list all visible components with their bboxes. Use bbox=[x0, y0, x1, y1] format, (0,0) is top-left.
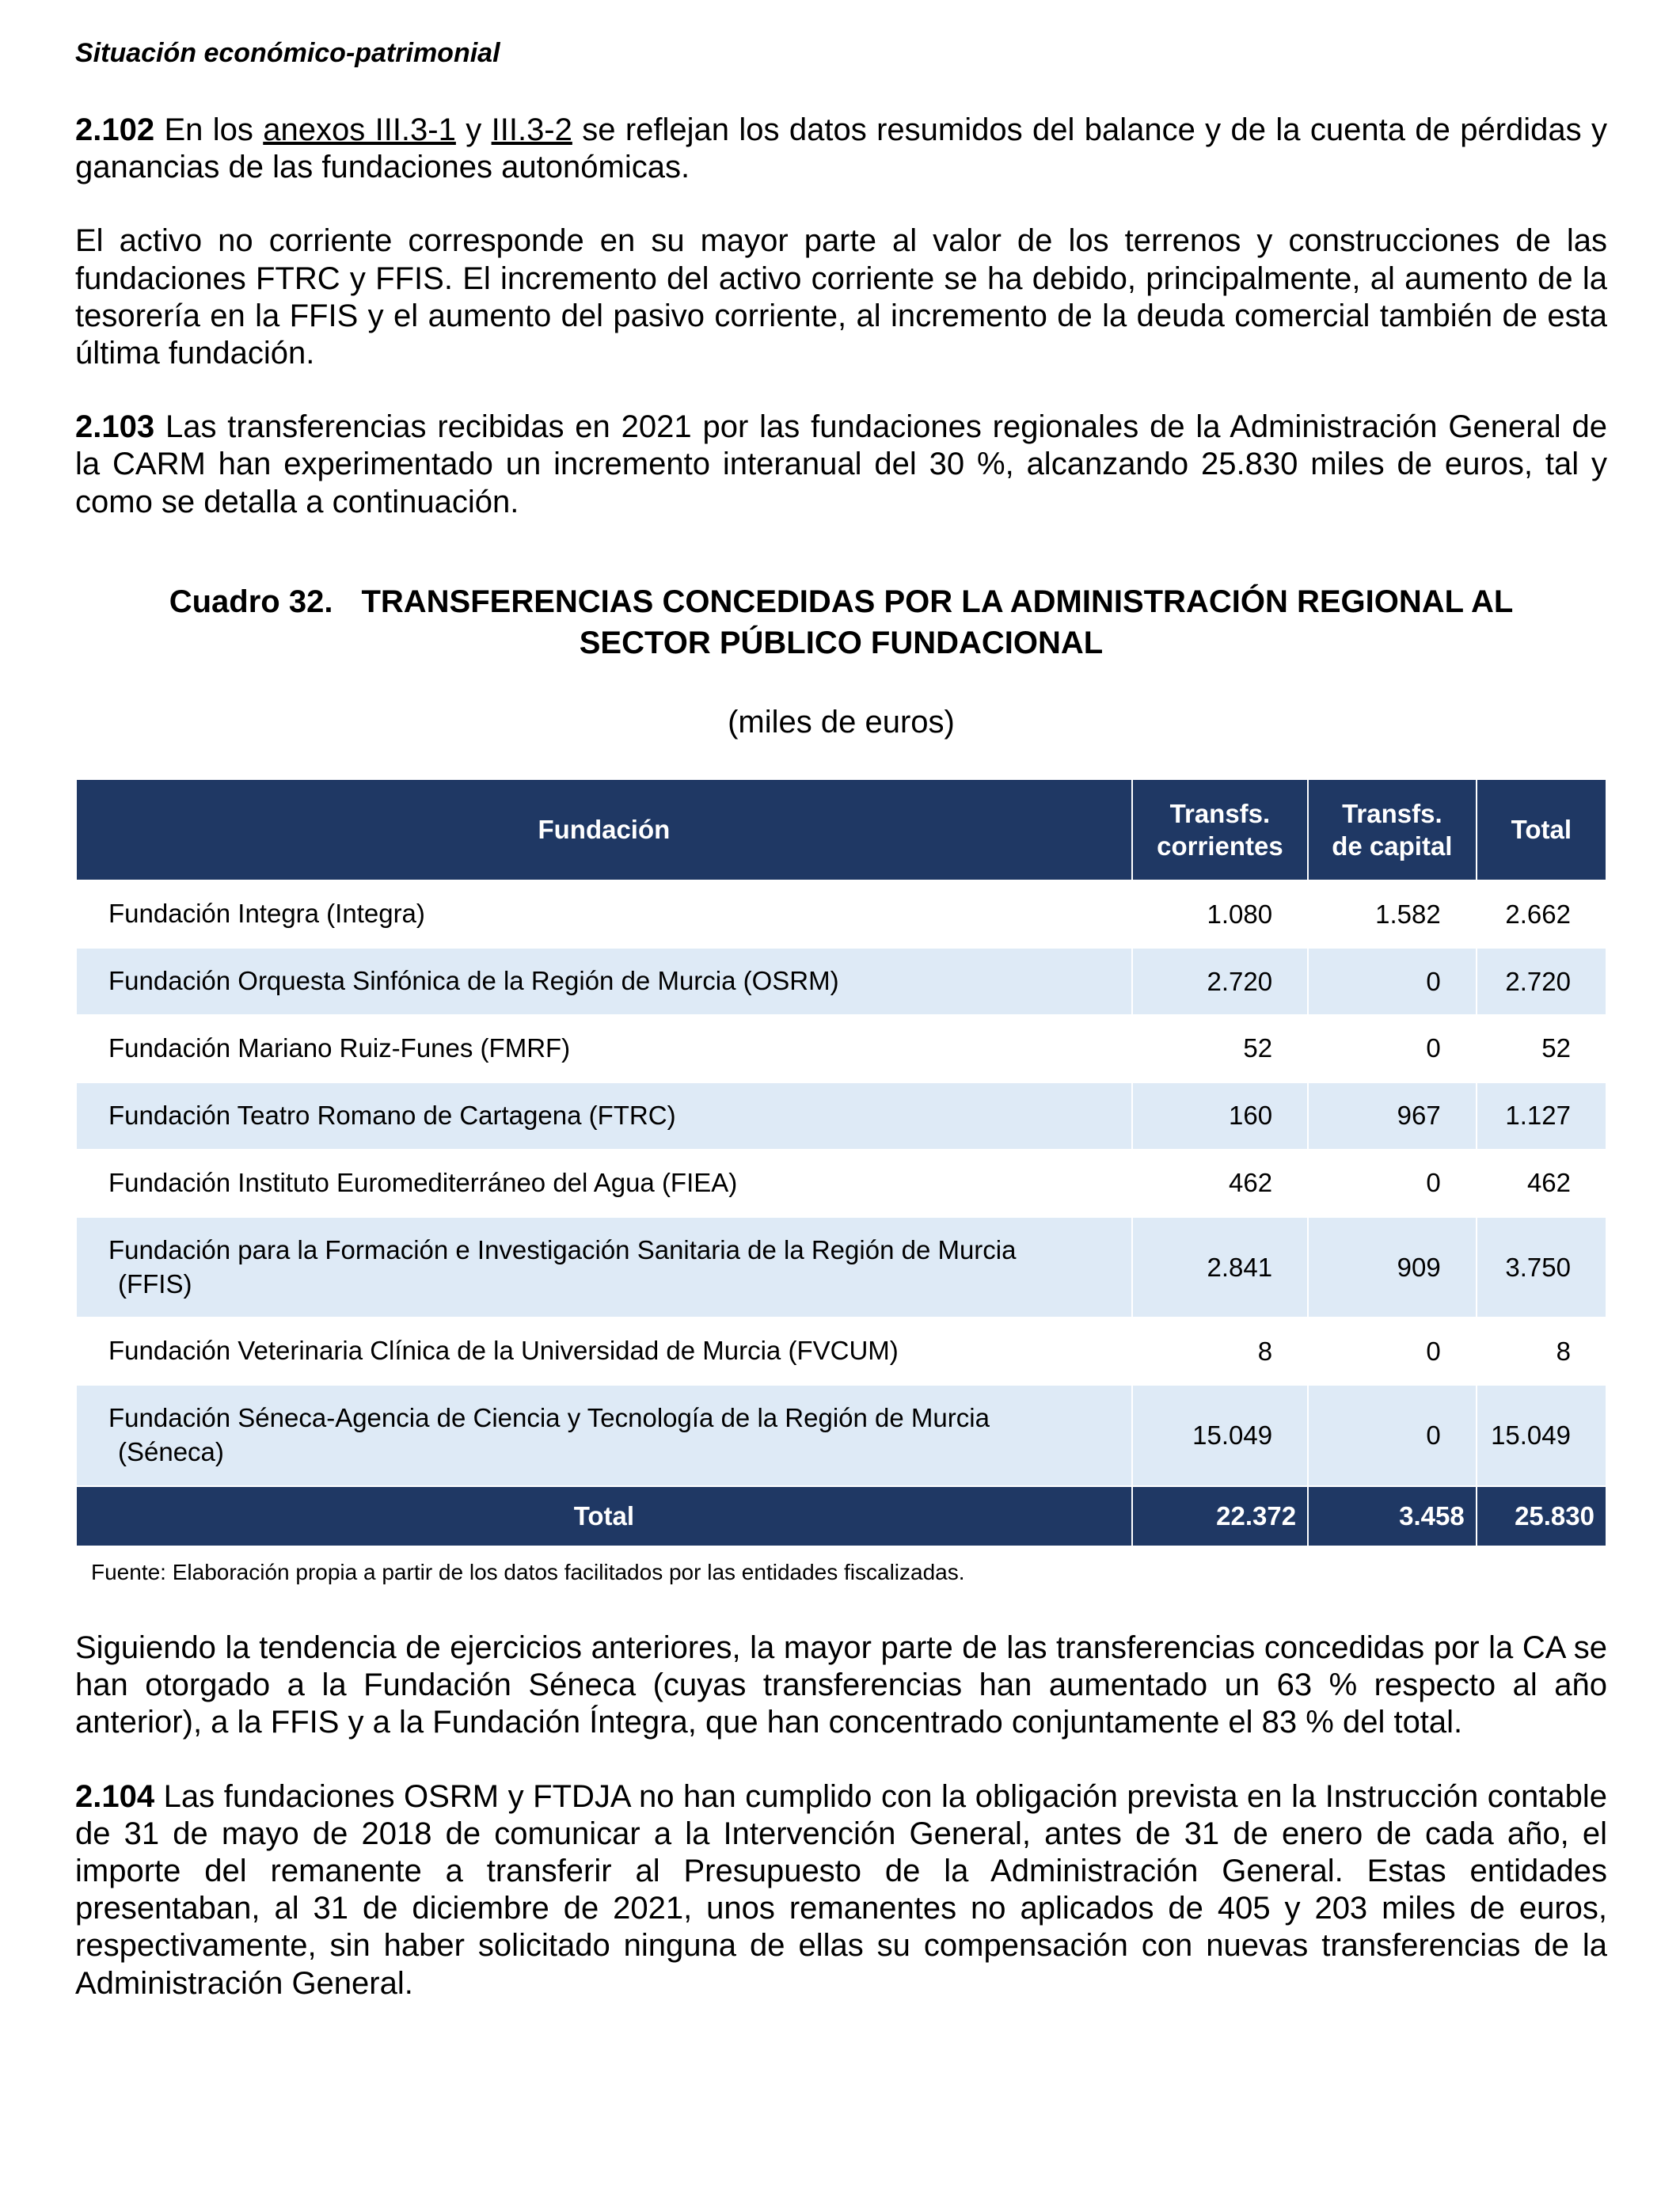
table-caption bbox=[99, 581, 1583, 664]
text-segment: 2.104 bbox=[75, 1778, 155, 1814]
total-cell: 15.049 bbox=[1477, 1385, 1606, 1486]
section-title: Situación económico-patrimonial bbox=[75, 38, 500, 68]
transfers-table bbox=[75, 778, 1607, 1547]
paragraph-2102 bbox=[75, 112, 1607, 186]
total-transfs-corrientes-cell: 22.372 bbox=[1132, 1486, 1308, 1546]
total-cell: 52 bbox=[1477, 1015, 1606, 1082]
inline-link[interactable]: anexos III.3-1 bbox=[263, 112, 456, 147]
table-row bbox=[76, 948, 1606, 1015]
column-header-fundacion: Fundación bbox=[76, 779, 1132, 881]
column-header-transfs-capital: Transfs. de capital bbox=[1308, 779, 1477, 881]
text-segment: se reflejan los datos resumidos del balance y de la cuenta de pérdidas y ganancias de las fundaciones autonómicas. bbox=[75, 112, 1607, 185]
table-caption-label: Cuadro 32. bbox=[169, 584, 333, 619]
paragraph-2104 bbox=[75, 1778, 1607, 2002]
fundacion-name-cell: Fundación Mariano Ruiz-Funes (FMRF) bbox=[76, 1015, 1132, 1082]
column-header-transfs-corrientes: Transfs. corrientes bbox=[1132, 779, 1308, 881]
total-cell: 462 bbox=[1477, 1150, 1606, 1217]
total-cell: 2.662 bbox=[1477, 880, 1606, 948]
table-body bbox=[76, 880, 1606, 1486]
inline-link[interactable]: III.3-2 bbox=[491, 112, 572, 147]
transfs-corrientes-cell: 1.080 bbox=[1132, 880, 1308, 948]
fundacion-name-cell: Fundación Veterinaria Clínica de la Universidad de Murcia (FVCUM) bbox=[76, 1318, 1132, 1385]
transfs-corrientes-cell: 2.841 bbox=[1132, 1217, 1308, 1318]
table-row bbox=[76, 1385, 1606, 1486]
text-segment: Siguiendo la tendencia de ejercicios anteriores, la mayor parte de las transferencias concedidas por la CA se han otorgado a la Fundación Séneca (cuyas transferencias han aumentado un 63 % respecto al año anterior), a la FFIS y a la Fundación Íntegra, que han concentrado conjuntamente el 83 % del total. bbox=[75, 1630, 1607, 1740]
transfs-capital-cell: 0 bbox=[1308, 1015, 1477, 1082]
table-header-row bbox=[76, 779, 1606, 881]
fundacion-name-cell: Fundación Séneca-Agencia de Ciencia y Tecnología de la Región de Murcia (Séneca) bbox=[76, 1385, 1132, 1486]
transfs-corrientes-cell: 15.049 bbox=[1132, 1385, 1308, 1486]
total-label-cell: Total bbox=[76, 1486, 1132, 1546]
text-segment: Las transferencias recibidas en 2021 por las fundaciones regionales de la Administración General de la CARM han experimentado un incremento interanual del 30 %, alcanzando 25.830 miles de euros, tal y como se detalla a continuación. bbox=[75, 409, 1607, 519]
text-segment: El activo no corriente corresponde en su mayor parte al valor de los terrenos y construcciones de las fundaciones FTRC y FFIS. El incremento del activo corriente se ha debido, principalmente, al aumento de la tesorería en la FFIS y el aumento del pasivo corriente, al incremento de la deuda comercial también de esta última fundación. bbox=[75, 223, 1607, 371]
transfs-corrientes-cell: 2.720 bbox=[1132, 948, 1308, 1015]
table-caption-title: TRANSFERENCIAS CONCEDIDAS POR LA ADMINISTRACIÓN REGIONAL AL SECTOR PÚBLICO FUNDACIONAL bbox=[361, 584, 1514, 660]
units-note: (miles de euros) bbox=[728, 704, 955, 740]
column-header-total: Total bbox=[1477, 779, 1606, 881]
text-segment: 2.102 bbox=[75, 112, 155, 147]
table-row bbox=[76, 880, 1606, 948]
total-cell: 2.720 bbox=[1477, 948, 1606, 1015]
transfs-capital-cell: 909 bbox=[1308, 1217, 1477, 1318]
transfs-capital-cell: 1.582 bbox=[1308, 880, 1477, 948]
paragraph-2103 bbox=[75, 409, 1607, 521]
text-segment: Las fundaciones OSRM y FTDJA no han cumplido con la obligación prevista en la Instrucción contable de 31 de mayo de 2018 de comunicar a la Intervención General, antes de 31 de enero de cada año, el importe del remanente a transferir al Presupuesto de la Administración General. Estas entidades presentaban, al 31 de diciembre de 2021, unos remanentes no aplicados de 405 y 203 miles de euros, respectivamente, sin haber solicitado ninguna de ellas su compensación con nuevas transferencias de la Administración General. bbox=[75, 1778, 1607, 2001]
transfs-capital-cell: 0 bbox=[1308, 1150, 1477, 1217]
table-row bbox=[76, 1318, 1606, 1385]
table-row bbox=[76, 1082, 1606, 1150]
fundacion-name-cell: Fundación para la Formación e Investigación Sanitaria de la Región de Murcia (FFIS) bbox=[76, 1217, 1132, 1318]
transfs-capital-cell: 0 bbox=[1308, 1385, 1477, 1486]
paragraph-siguiendo bbox=[75, 1629, 1607, 1742]
transfs-corrientes-cell: 160 bbox=[1132, 1082, 1308, 1150]
table-row bbox=[76, 1217, 1606, 1318]
total-total-cell: 25.830 bbox=[1477, 1486, 1606, 1546]
paragraph-activo bbox=[75, 222, 1607, 372]
transfs-capital-cell: 967 bbox=[1308, 1082, 1477, 1150]
table-total-row bbox=[76, 1486, 1606, 1546]
total-transfs-capital-cell: 3.458 bbox=[1308, 1486, 1477, 1546]
fundacion-name-cell: Fundación Instituto Euromediterráneo del Agua (FIEA) bbox=[76, 1150, 1132, 1217]
transfs-corrientes-cell: 52 bbox=[1132, 1015, 1308, 1082]
source-note: Fuente: Elaboración propia a partir de los datos facilitados por las entidades fiscalizadas. bbox=[91, 1560, 965, 1585]
text-segment: y bbox=[455, 112, 492, 147]
total-cell: 1.127 bbox=[1477, 1082, 1606, 1150]
transfs-capital-cell: 0 bbox=[1308, 1318, 1477, 1385]
fundacion-name-cell: Fundación Orquesta Sinfónica de la Región de Murcia (OSRM) bbox=[76, 948, 1132, 1015]
total-cell: 8 bbox=[1477, 1318, 1606, 1385]
table-row bbox=[76, 1015, 1606, 1082]
total-cell: 3.750 bbox=[1477, 1217, 1606, 1318]
transfs-corrientes-cell: 462 bbox=[1132, 1150, 1308, 1217]
fundacion-name-cell: Fundación Integra (Integra) bbox=[76, 880, 1132, 948]
table-row bbox=[76, 1150, 1606, 1217]
fundacion-name-cell: Fundación Teatro Romano de Cartagena (FTRC) bbox=[76, 1082, 1132, 1150]
transfs-corrientes-cell: 8 bbox=[1132, 1318, 1308, 1385]
text-segment: En los bbox=[154, 112, 264, 147]
transfs-capital-cell: 0 bbox=[1308, 948, 1477, 1015]
text-segment: 2.103 bbox=[75, 409, 155, 445]
